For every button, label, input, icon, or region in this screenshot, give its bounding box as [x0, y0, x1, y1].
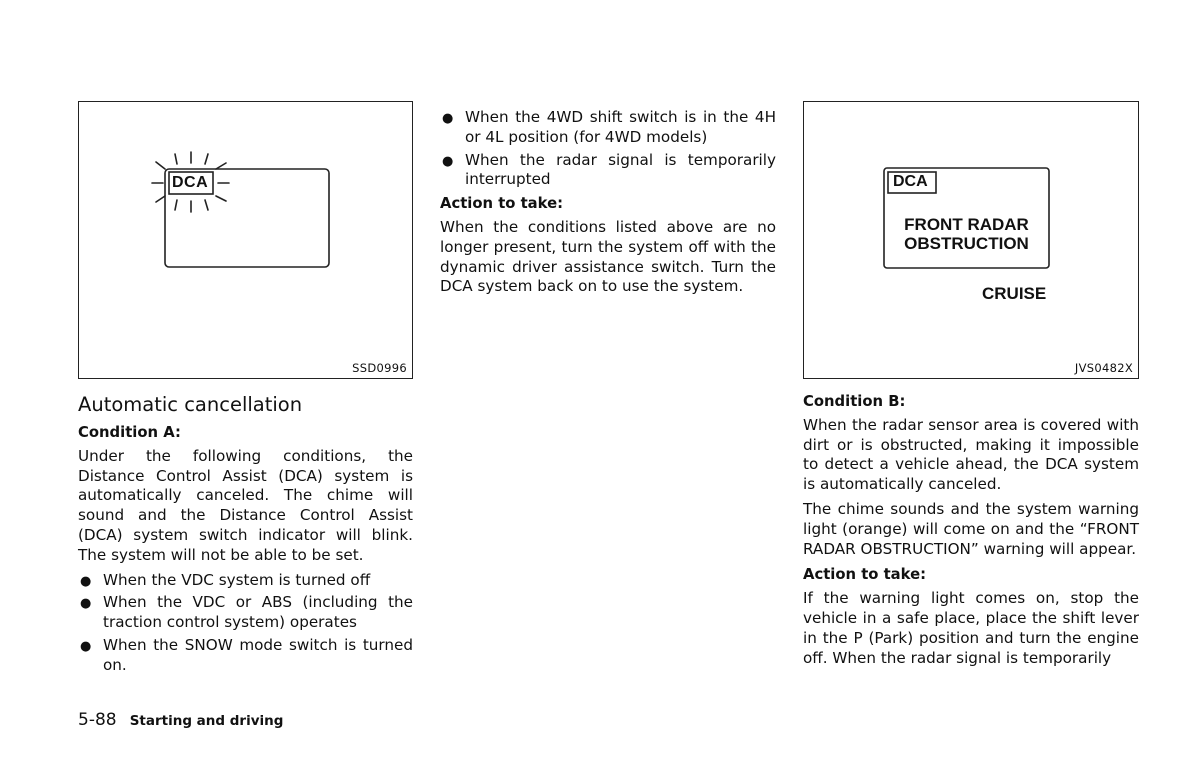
list-item: ● When the VDC or ABS (including the traction control system) operates: [80, 593, 413, 632]
right-column: [803, 392, 1139, 673]
condition-b-paragraph-2: The chime sounds and the system warning light (orange) will come on and the “FRONT RADAR OBSTRUCTION” warning will appear.: [803, 499, 1139, 558]
list-item: ● When the VDC system is turned off: [78, 571, 413, 591]
list-item: ● When the SNOW mode switch is turned on.: [80, 635, 413, 674]
action-to-take-paragraph: When the conditions listed above are no longer present, turn the system off with the dynamic driver assistance switch. Turn the DCA system back on to use the system.: [440, 217, 776, 296]
list-item: ● When the 4WD shift switch is in the 4H or 4L position (for 4WD models): [442, 108, 776, 146]
figure-dca-indicator: [78, 101, 413, 379]
left-column: [78, 393, 413, 679]
dca-badge-label: DCA: [172, 174, 209, 191]
cruise-status-label: CRUISE: [982, 284, 1047, 303]
bullet-icon: ●: [80, 638, 92, 654]
page-footer: [78, 710, 283, 730]
bullet-icon: ●: [442, 111, 454, 126]
action-to-take-heading: Action to take:: [803, 566, 927, 584]
page-number: 5-88: [78, 710, 117, 730]
figure-front-radar-obstruction: [803, 101, 1139, 379]
warning-message-line1: FRONT RADAR: [904, 215, 1029, 234]
condition-a-paragraph: Under the following conditions, the Distance Control Assist (DCA) system is automatically canceled. The chime will sound and the Distance Control Assist (DCA) system switch indicator will blink. The system will not be able to be set.: [78, 446, 413, 564]
warning-message-line2: OBSTRUCTION: [904, 234, 1029, 253]
condition-a-list-continued: [440, 108, 776, 190]
action-to-take-paragraph: If the warning light comes on, stop the vehicle in a safe place, place the shift lever in the P (Park) position and turn the engine off. When the radar signal is temporarily: [803, 589, 1139, 667]
section-heading: Automatic cancellation: [78, 393, 303, 416]
condition-b-paragraph-1: When the radar sensor area is covered with dirt or is obstructed, making it impossible to detect a vehicle ahead, the DCA system is automatically canceled.: [803, 415, 1139, 494]
bullet-icon: ●: [442, 153, 454, 169]
condition-a-list: [78, 571, 413, 676]
action-to-take-heading: Action to take:: [440, 195, 564, 213]
middle-column: [440, 108, 776, 302]
condition-b-heading: Condition B:: [803, 393, 906, 410]
condition-a-heading: Condition A:: [78, 424, 181, 441]
dca-badge-label: DCA: [893, 173, 928, 190]
list-item: ● When the radar signal is temporarily interrupted: [442, 150, 776, 189]
figure-code: JVS0482X: [1074, 361, 1133, 375]
section-name: Starting and driving: [129, 713, 284, 729]
dca-blinking-indicator-illustration: [79, 102, 412, 378]
figure-code: SSD0996: [352, 361, 407, 375]
bullet-icon: ●: [80, 573, 92, 589]
bullet-icon: ●: [80, 596, 92, 612]
